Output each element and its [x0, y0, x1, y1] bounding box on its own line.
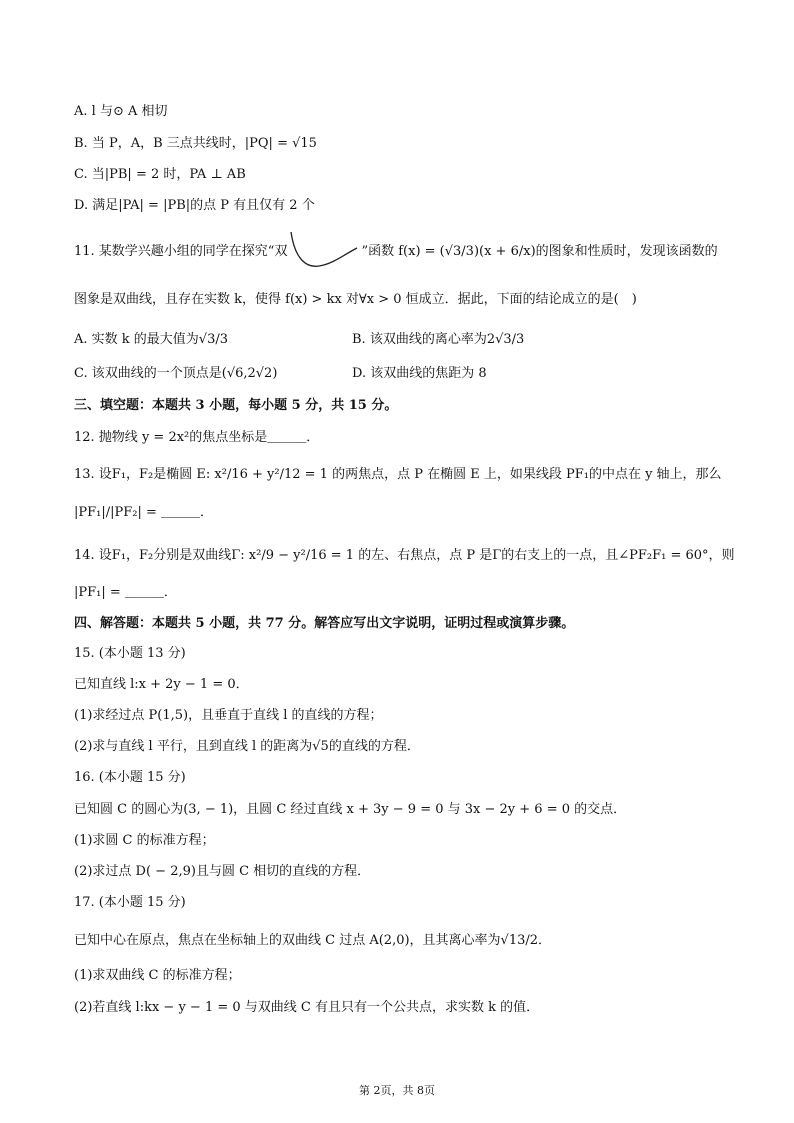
q13-line1: 13. 设F₁，F₂是椭圆 E: x²/16 + y²/12 = 1 的两焦点，点 P 在椭圆 E 上，如果线段 PF₁的中点在 y 轴上，那么 — [74, 467, 722, 482]
q16-part1: (1)求圆 C 的标准方程； — [74, 833, 215, 848]
q10-option-d: D. 满足|PA| = |PB|的点 P 有且仅有 2 个 — [74, 198, 315, 213]
q15-part1: (1)求经过点 P(1,5)，且垂直于直线 l 的直线的方程； — [74, 708, 383, 723]
q15-stem: 已知直线 l:x + 2y − 1 = 0． — [74, 677, 249, 692]
q11-option-d: D. 该双曲线的焦距为 8 — [352, 366, 487, 381]
q17-stem: 已知中心在原点，焦点在坐标轴上的双曲线 C 过点 A(2,0)，且其离心率为√13/2． — [74, 933, 552, 948]
q11-line1-start: 11. 某数学兴趣小组的同学在探究“双 — [74, 244, 288, 259]
q13-line2: |PF₁|/|PF₂| = ＿＿＿． — [74, 505, 214, 520]
q11-option-c: C. 该双曲线的一个顶点是(√6,2√2) — [74, 366, 278, 381]
q11-line1-end: ”函数 f(x) = (√3/3)(x + 6/x)的图象和性质时，发现该函数的 — [361, 244, 718, 259]
q11-line1 — [74, 242, 718, 262]
q17-part2: (2)若直线 l:kx − y − 1 = 0 与双曲线 C 有且只有一个公共点，求实数 k 的值． — [74, 1000, 540, 1015]
q14-line1: 14. 设F₁，F₂分别是双曲线Γ: x²/9 − y²/16 = 1 的左、右焦点，点 P 是Γ的右支上的一点，且∠PF₂F₁ = 60°，则 — [74, 548, 735, 563]
q17-part1: (1)求双曲线 C 的标准方程； — [74, 968, 241, 983]
q14-line2: |PF₁| = ＿＿＿． — [74, 585, 177, 600]
section4-title: 四、解答题：本题共 5 小题，共 77 分。解答应写出文字说明，证明过程或演算步骤。 — [74, 616, 575, 631]
q11-option-a: A. 实数 k 的最大值为√3/3 — [74, 332, 229, 347]
q17-heading: 17. (本小题 15 分) — [74, 895, 186, 910]
q10-option-a: A. l 与⊙ A 相切 — [74, 104, 168, 119]
q11-line2: 图象是双曲线，且存在实数 k，使得 f(x) > kx 对∀x > 0 恒成立．据此，下面的结论成立的是( ) — [74, 292, 637, 307]
q15-part2: (2)求与直线 l 平行，且到直线 l 的距离为√5的直线的方程． — [74, 739, 420, 754]
q11-option-b: B. 该双曲线的离心率为2√3/3 — [352, 332, 525, 347]
q15-heading: 15. (本小题 13 分) — [74, 646, 186, 661]
hyperbola-curve-icon — [289, 230, 359, 274]
q16-heading: 16. (本小题 15 分) — [74, 770, 186, 785]
q12: 12. 抛物线 y = 2x²的焦点坐标是＿＿＿． — [74, 430, 320, 445]
page-footer: 第 2页，共 8页 — [359, 1084, 435, 1097]
q16-stem: 已知圆 C 的圆心为(3, − 1)，且圆 C 经过直线 x + 3y − 9 = 0 与 3x − 2y + 6 = 0 的交点． — [74, 802, 627, 817]
q10-option-b: B. 当 P，A，B 三点共线时，|PQ| = √15 — [74, 136, 317, 151]
q10-option-c: C. 当|PB| = 2 时，PA ⊥ AB — [74, 167, 246, 182]
section3-title: 三、填空题：本题共 3 小题，每小题 5 分，共 15 分。 — [74, 398, 398, 413]
q16-part2: (2)求过点 D( − 2,9)且与圆 C 相切的直线的方程． — [74, 864, 371, 879]
